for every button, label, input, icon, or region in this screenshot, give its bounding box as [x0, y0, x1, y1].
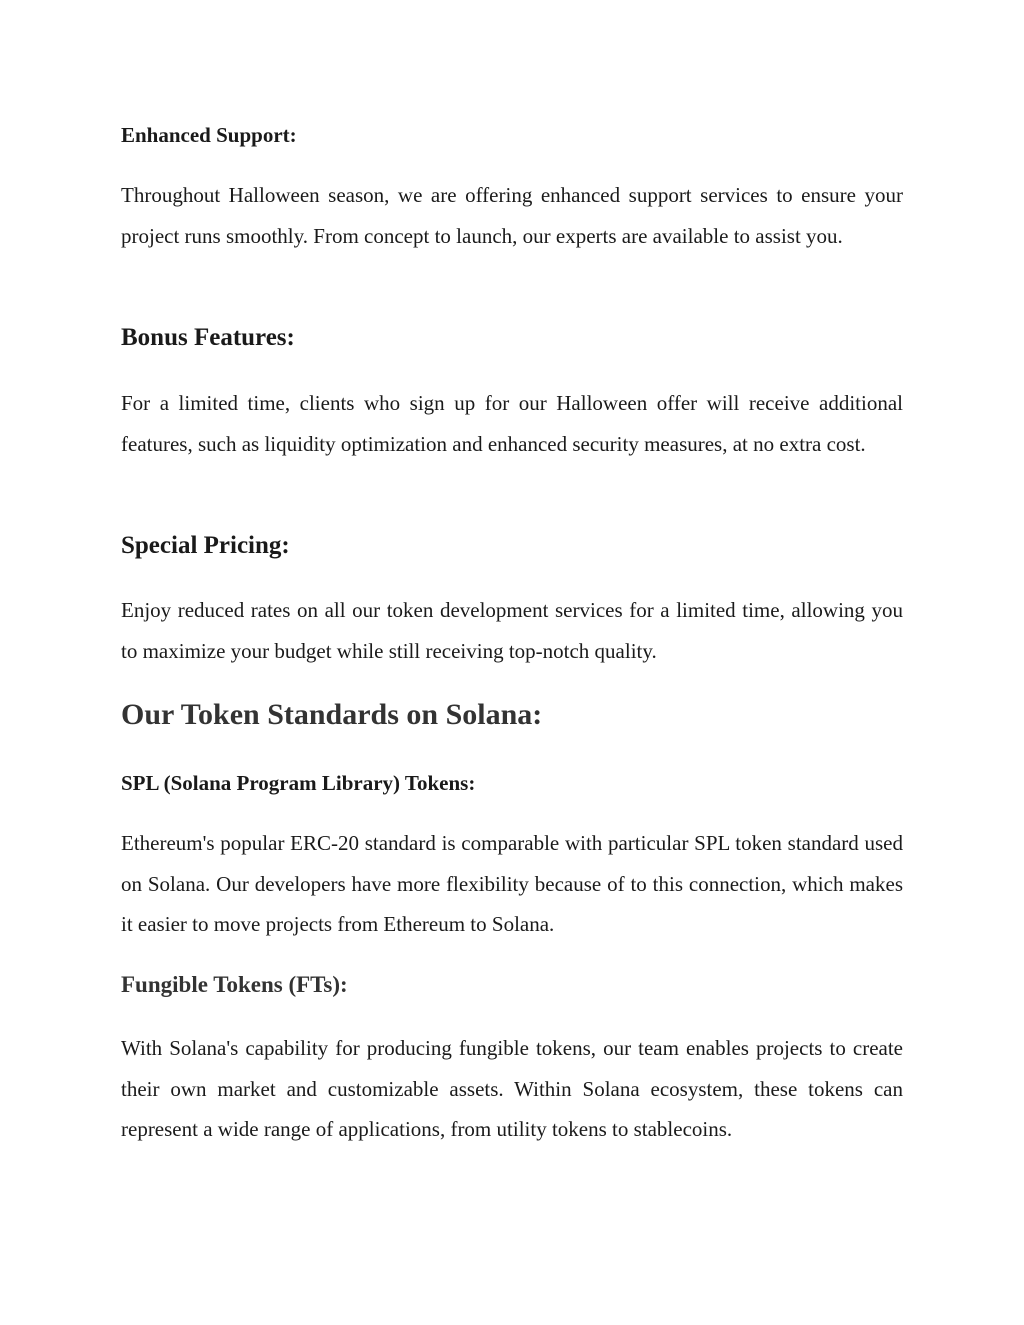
spl-tokens-heading: SPL (Solana Program Library) Tokens: [121, 771, 476, 795]
fungible-tokens-paragraph: With Solana's capability for producing fungible tokens, our team enables projects to create their own market and customizable assets. Within Solana ecosystem, these tokens can represent a wide range of applications, from utility tokens to stablecoins. [121, 1036, 903, 1141]
special-pricing-heading: Special Pricing: [121, 532, 290, 559]
bonus-features-paragraph: For a limited time, clients who sign up for our Halloween offer will receive additional features, such as liquidity optimization and enhanced security measures, at no extra cost. [121, 391, 903, 456]
special-pricing-paragraph: Enjoy reduced rates on all our token development services for a limited time, allowing you to maximize your budget while still receiving top-notch quality. [121, 598, 903, 663]
token-standards-heading: Our Token Standards on Solana: [121, 698, 543, 731]
bonus-features-heading: Bonus Features: [121, 324, 295, 351]
enhanced-support-paragraph: Throughout Halloween season, we are offering enhanced support services to ensure your project runs smoothly. From concept to launch, our experts are available to assist you. [121, 183, 903, 248]
fungible-tokens-heading: Fungible Tokens (FTs): [121, 972, 348, 997]
spl-tokens-paragraph: Ethereum's popular ERC-20 standard is comparable with particular SPL token standard used on Solana. Our developers have more flexibility because of to this connection, which makes it easier to move projects from Ethereum to Solana. [121, 831, 903, 936]
enhanced-support-heading: Enhanced Support: [121, 123, 297, 147]
